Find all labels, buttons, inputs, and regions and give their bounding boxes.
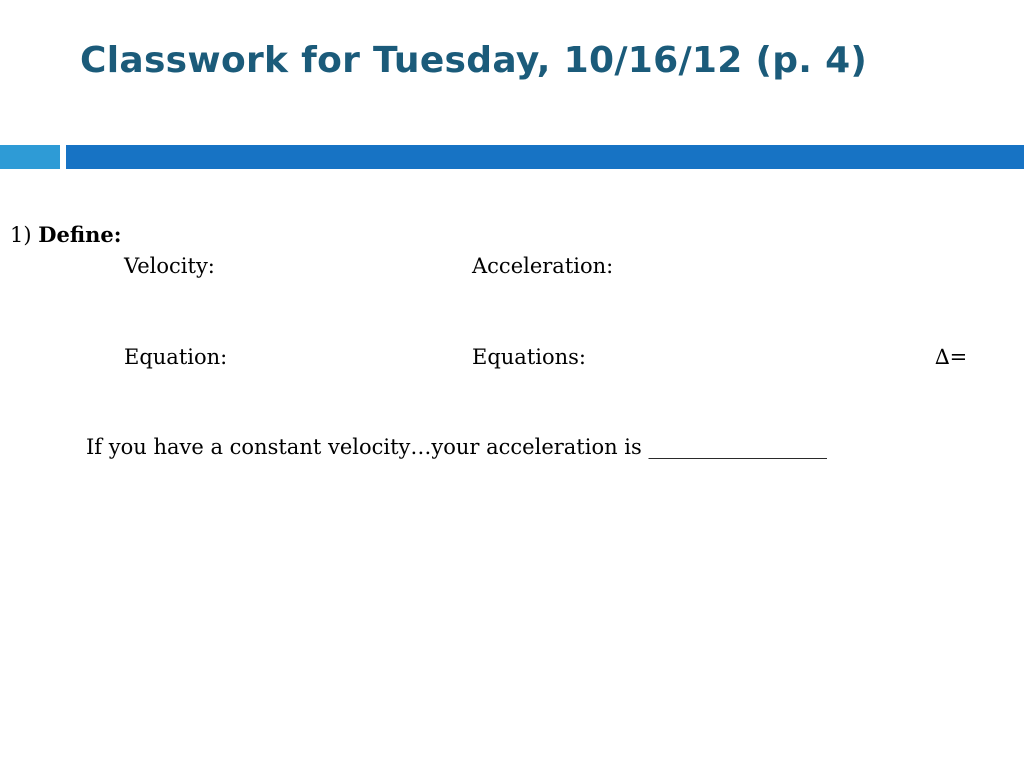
accent-bar-large (66, 145, 1024, 169)
equation-label: Equation: (124, 345, 228, 369)
acceleration-label: Acceleration: (472, 254, 614, 278)
slide-title: Classwork for Tuesday, 10/16/12 (p. 4) (80, 40, 868, 81)
constant-velocity-sentence: If you have a constant velocity…your acceleration is _________________ (86, 435, 827, 459)
equations-label: Equations: (472, 345, 586, 369)
velocity-label: Velocity: (124, 254, 215, 278)
delta-label: ∆= (935, 345, 968, 369)
question-number: 1) (10, 223, 32, 247)
question-heading (10, 224, 121, 246)
accent-bar-small (0, 145, 60, 169)
question-define-label: Define: (38, 222, 122, 247)
